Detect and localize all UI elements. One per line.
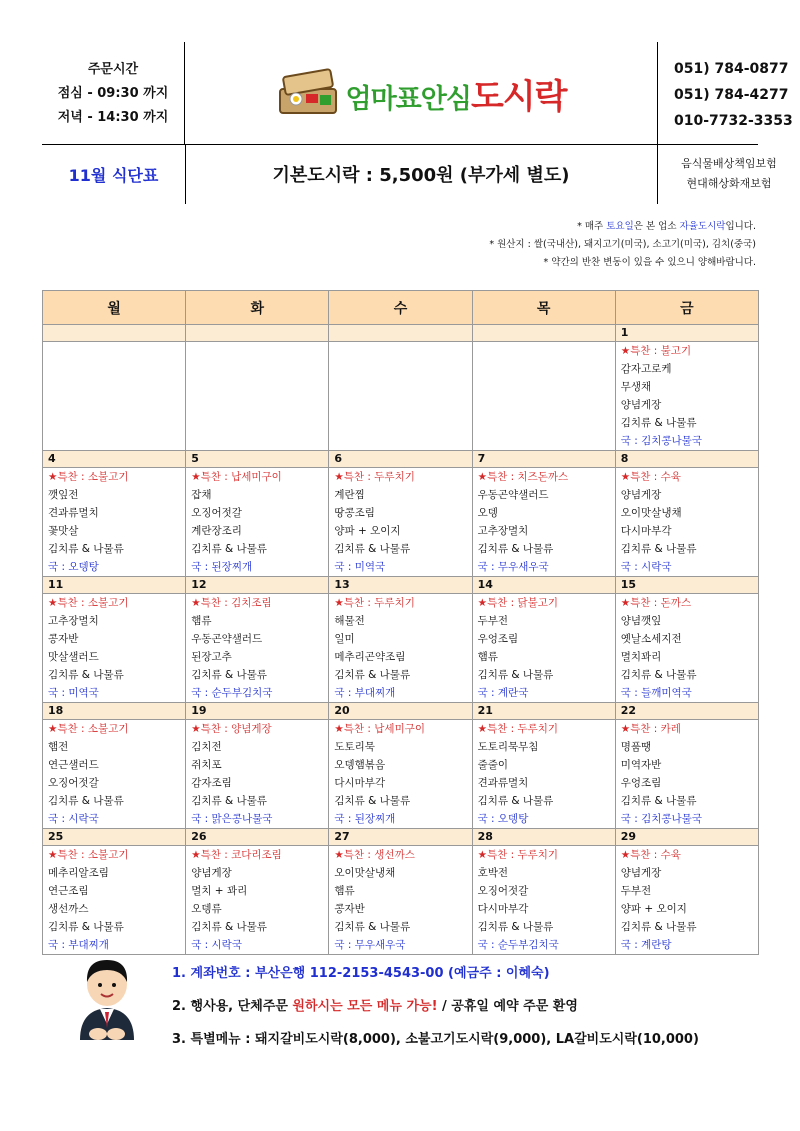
day-tue: 화	[186, 291, 329, 325]
soup-dish: 국 : 부대찌개	[48, 939, 109, 951]
date-cell: 27	[329, 829, 472, 846]
date-cell: 13	[329, 577, 472, 594]
side-dish: 오뎅류	[191, 903, 222, 915]
date-row	[43, 325, 759, 342]
staff-avatar-icon	[72, 952, 142, 1042]
soup-dish: 국 : 시락국	[620, 561, 672, 573]
menu-cell	[329, 846, 472, 955]
date-cell: 26	[186, 829, 329, 846]
special-dish: ★특찬 : 두루치기	[334, 597, 415, 609]
menu-row	[43, 468, 759, 577]
date-cell: 18	[43, 703, 186, 720]
day-fri: 금	[615, 291, 758, 325]
footer-info	[172, 957, 699, 1056]
menu-cell	[186, 468, 329, 577]
menu-row	[43, 594, 759, 703]
side-dish: 멸치 + 꽈리	[191, 885, 248, 897]
day-header-row	[43, 291, 759, 325]
side-dish: 김치류 & 나물류	[191, 921, 267, 933]
menu-table	[42, 290, 759, 955]
side-dish: 김치류 & 나물류	[477, 921, 554, 933]
soup-dish: 국 : 된장찌개	[191, 561, 253, 573]
month-title: 11월 식단표	[42, 144, 186, 204]
date-cell: 25	[43, 829, 186, 846]
side-dish: 호박전	[477, 867, 508, 879]
special-dish: ★특찬 : 치즈돈까스	[477, 471, 569, 483]
side-dish: 오징어젓갈	[191, 507, 242, 519]
side-dish: 콩자반	[334, 903, 365, 915]
date-cell: 11	[43, 577, 186, 594]
side-dish: 햄전	[48, 741, 69, 753]
notes	[489, 218, 756, 272]
menu-cell	[186, 846, 329, 955]
side-dish: 다시마부각	[477, 903, 529, 915]
date-cell	[43, 325, 186, 342]
side-dish: 잡채	[191, 489, 212, 501]
side-dish: 양념깻잎	[620, 615, 662, 627]
special-dish: ★특찬 : 납세미구이	[191, 471, 282, 483]
menu-cell	[615, 468, 758, 577]
hours-title: 주문시간	[87, 62, 139, 77]
soup-dish: 국 : 시락국	[191, 939, 242, 951]
menu-cell	[43, 720, 186, 829]
side-dish: 두부전	[477, 615, 508, 627]
side-dish: 미역자반	[620, 759, 662, 771]
day-thu: 목	[472, 291, 615, 325]
special-dish: ★특찬 : 양념게장	[191, 723, 272, 735]
side-dish: 견과류멸치	[477, 777, 529, 789]
side-dish: 김치류 & 나물류	[48, 795, 124, 807]
bank-account: 1. 계좌번호 : 부산은행 112-2153-4543-00 (예금주 : 이혜숙)	[172, 966, 550, 981]
soup-dish: 국 : 무우새우국	[477, 561, 549, 573]
phone-numbers	[657, 42, 800, 144]
note-saturday: * 매주 토요일은 본 업소 자율도시락입니다.	[577, 221, 756, 232]
side-dish: 콩자반	[48, 633, 79, 645]
menu-cell	[43, 342, 186, 451]
soup-dish: 국 : 미역국	[334, 561, 386, 573]
group-order: 2. 행사용, 단체주문 원하시는 모든 메뉴 가능! / 공휴일 예약 주문 환영	[172, 999, 578, 1014]
note-origin: * 원산지 : 쌀(국내산), 돼지고기(미국), 소고기(미국), 김치(중국)	[489, 239, 756, 250]
menu-cell	[186, 594, 329, 703]
side-dish: 양파 + 오이지	[620, 903, 687, 915]
side-dish: 김치류 & 나물류	[48, 543, 124, 555]
side-dish: 양파 + 오이지	[334, 525, 401, 537]
date-cell: 12	[186, 577, 329, 594]
side-dish: 양념게장	[620, 489, 662, 501]
side-dish: 옛날소세지전	[620, 633, 682, 645]
soup-dish: 국 : 김치콩나물국	[620, 813, 702, 825]
soup-dish: 국 : 순두부김치국	[477, 939, 559, 951]
date-cell: 7	[472, 451, 615, 468]
menu-row	[43, 720, 759, 829]
special-dish: ★특찬 : 카레	[620, 723, 681, 735]
side-dish: 김치류 & 나물류	[334, 921, 411, 933]
special-dish: ★특찬 : 두루치기	[334, 471, 415, 483]
soup-dish: 국 : 오뎅탕	[48, 561, 99, 573]
menu-cell	[472, 846, 615, 955]
special-dish: ★특찬 : 불고기	[620, 345, 692, 357]
order-hours	[42, 42, 185, 144]
side-dish: 된장고추	[191, 651, 232, 663]
side-dish: 김치류 & 나물류	[334, 795, 411, 807]
special-dish: ★특찬 : 김치조림	[191, 597, 272, 609]
brand-name	[346, 69, 567, 118]
side-dish: 깻잎전	[48, 489, 79, 501]
side-dish: 감자고로케	[620, 363, 672, 375]
date-cell: 15	[615, 577, 758, 594]
menu-cell	[186, 720, 329, 829]
side-dish: 연근조림	[48, 885, 89, 897]
menu-cell	[43, 468, 186, 577]
special-dish: ★특찬 : 두루치기	[477, 723, 559, 735]
side-dish: 줄줄이	[477, 759, 508, 771]
soup-dish: 국 : 미역국	[48, 687, 99, 699]
menu-cell	[472, 720, 615, 829]
side-dish: 쥐치포	[191, 759, 222, 771]
date-row	[43, 577, 759, 594]
soup-dish: 국 : 들깨미역국	[620, 687, 692, 699]
side-dish: 김치류 & 나물류	[620, 417, 697, 429]
menu-cell	[472, 342, 615, 451]
side-dish: 김치류 & 나물류	[620, 921, 697, 933]
side-dish: 명품땡	[620, 741, 652, 753]
side-dish: 땅콩조림	[334, 507, 375, 519]
date-row	[43, 829, 759, 846]
side-dish: 연근샐러드	[48, 759, 99, 771]
menu-cell	[615, 846, 758, 955]
side-dish: 메추리알조림	[48, 867, 109, 879]
side-dish: 김치류 & 나물류	[48, 669, 124, 681]
side-dish: 우동곤약샐러드	[191, 633, 263, 645]
side-dish: 김치류 & 나물류	[620, 795, 697, 807]
date-cell: 28	[472, 829, 615, 846]
side-dish: 김치류 & 나물류	[620, 543, 697, 555]
brand-name-red: 도시락	[470, 76, 567, 117]
special-dish: ★특찬 : 소불고기	[48, 849, 129, 861]
side-dish: 김치류 & 나물류	[620, 669, 697, 681]
side-dish: 계란찜	[334, 489, 365, 501]
date-cell: 19	[186, 703, 329, 720]
side-dish: 김치류 & 나물류	[48, 921, 124, 933]
day-mon: 월	[43, 291, 186, 325]
side-dish: 우엉조림	[477, 633, 519, 645]
special-dish: ★특찬 : 납세미구이	[334, 723, 426, 735]
brand-logo	[185, 42, 657, 144]
date-cell: 4	[43, 451, 186, 468]
side-dish: 김치류 & 나물류	[334, 543, 411, 555]
date-cell: 20	[329, 703, 472, 720]
side-dish: 해물전	[334, 615, 365, 627]
side-dish: 멸치꽈리	[620, 651, 662, 663]
menu-cell	[472, 468, 615, 577]
brand-name-green: 엄마표안심	[345, 83, 471, 115]
insurance-line-1: 음식물배상책임보험	[681, 157, 777, 170]
side-dish: 계란장조리	[191, 525, 242, 537]
side-dish: 견과류멸치	[48, 507, 99, 519]
phone-3: 010-7732-3353	[674, 113, 793, 129]
special-dish: ★특찬 : 두루치기	[477, 849, 559, 861]
menu-cell	[329, 594, 472, 703]
special-dish: ★특찬 : 소불고기	[48, 723, 129, 735]
special-dish: ★특찬 : 돈까스	[620, 597, 692, 609]
date-row	[43, 451, 759, 468]
side-dish: 메추리곤약조림	[334, 651, 406, 663]
menu-cell	[43, 846, 186, 955]
date-row	[43, 703, 759, 720]
header	[42, 42, 793, 204]
date-cell: 29	[615, 829, 758, 846]
date-cell: 14	[472, 577, 615, 594]
side-dish: 양념게장	[620, 399, 662, 411]
side-dish: 무생채	[620, 381, 652, 393]
soup-dish: 국 : 무우새우국	[334, 939, 406, 951]
special-dish: ★특찬 : 수육	[620, 849, 681, 861]
insurance-info	[657, 144, 800, 204]
side-dish: 양념게장	[191, 867, 232, 879]
date-cell: 8	[615, 451, 758, 468]
side-dish: 일미	[334, 633, 355, 645]
date-cell: 6	[329, 451, 472, 468]
special-dish: ★특찬 : 코다리조림	[191, 849, 282, 861]
soup-dish: 국 : 부대찌개	[334, 687, 396, 699]
side-dish: 다시마부각	[620, 525, 672, 537]
soup-dish: 국 : 계란탕	[620, 939, 672, 951]
side-dish: 오뎅햄볶음	[334, 759, 386, 771]
special-dish: ★특찬 : 닭불고기	[477, 597, 559, 609]
lunchbox-icon	[276, 67, 340, 119]
date-cell: 5	[186, 451, 329, 468]
date-cell	[472, 325, 615, 342]
date-cell: 1	[615, 325, 758, 342]
phone-2: 051) 784-4277	[674, 87, 789, 103]
menu-row	[43, 342, 759, 451]
menu-cell	[186, 342, 329, 451]
menu-cell	[472, 594, 615, 703]
side-dish: 고추장멸치	[48, 615, 99, 627]
side-dish: 김치류 & 나물류	[334, 669, 411, 681]
side-dish: 고추장멸치	[477, 525, 529, 537]
date-cell: 22	[615, 703, 758, 720]
menu-cell	[329, 468, 472, 577]
side-dish: 김치류 & 나물류	[191, 795, 267, 807]
side-dish: 다시마부각	[334, 777, 386, 789]
price-title: 기본도시락 : 5,500원 (부가세 별도)	[272, 165, 570, 186]
soup-dish: 국 : 된장찌개	[334, 813, 396, 825]
side-dish: 맛살샐러드	[48, 651, 99, 663]
soup-dish: 국 : 오뎅탕	[477, 813, 529, 825]
side-dish: 오징어젓갈	[477, 885, 529, 897]
special-menu: 3. 특별메뉴 : 돼지갈비도시락(8,000), 소불고기도시락(9,000), LA갈비도시락(10,000)	[172, 1032, 699, 1047]
dinner-hours: 저녁 - 14:30 까지	[57, 110, 169, 125]
side-dish: 김치전	[191, 741, 222, 753]
soup-dish: 국 : 시락국	[48, 813, 99, 825]
soup-dish: 국 : 계란국	[477, 687, 529, 699]
side-dish: 김치류 & 나물류	[477, 795, 554, 807]
lunch-hours: 점심 - 09:30 까지	[57, 86, 169, 101]
side-dish: 햄류	[477, 651, 498, 663]
special-dish: ★특찬 : 수육	[620, 471, 681, 483]
side-dish: 김치류 & 나물류	[191, 543, 267, 555]
date-cell	[329, 325, 472, 342]
day-wed: 수	[329, 291, 472, 325]
side-dish: 오징어젓갈	[48, 777, 99, 789]
side-dish: 오이맛살냉채	[620, 507, 682, 519]
side-dish: 생선까스	[48, 903, 89, 915]
side-dish: 도토리묵무침	[477, 741, 539, 753]
side-dish: 양념게장	[620, 867, 662, 879]
side-dish: 두부전	[620, 885, 652, 897]
date-cell: 21	[472, 703, 615, 720]
side-dish: 도토리묵	[334, 741, 375, 753]
side-dish: 오뎅	[477, 507, 498, 519]
side-dish: 햄류	[334, 885, 355, 897]
side-dish: 우엉조림	[620, 777, 662, 789]
special-dish: ★특찬 : 소불고기	[48, 597, 129, 609]
side-dish: 우동곤약샐러드	[477, 489, 549, 501]
menu-cell	[615, 342, 758, 451]
soup-dish: 국 : 순두부김치국	[191, 687, 273, 699]
soup-dish: 국 : 김치콩나물국	[620, 435, 702, 447]
note-changes: * 약간의 반찬 변동이 있을 수 있으니 양해바랍니다.	[543, 257, 756, 268]
soup-dish: 국 : 맑은콩나물국	[191, 813, 273, 825]
menu-cell	[615, 720, 758, 829]
side-dish: 김치류 & 나물류	[477, 669, 554, 681]
special-dish: ★특찬 : 생선까스	[334, 849, 415, 861]
date-cell	[186, 325, 329, 342]
menu-cell	[329, 720, 472, 829]
side-dish: 김치류 & 나물류	[477, 543, 554, 555]
side-dish: 김치류 & 나물류	[191, 669, 267, 681]
side-dish: 꽃맛살	[48, 525, 79, 537]
side-dish: 오이맛살냉채	[334, 867, 396, 879]
side-dish: 햄류	[191, 615, 212, 627]
phone-1: 051) 784-0877	[674, 61, 789, 77]
menu-cell	[615, 594, 758, 703]
insurance-line-2: 현대해상화재보험	[686, 177, 772, 190]
side-dish: 감자조림	[191, 777, 232, 789]
special-dish: ★특찬 : 소불고기	[48, 471, 129, 483]
menu-cell	[329, 342, 472, 451]
menu-cell	[43, 594, 186, 703]
menu-row	[43, 846, 759, 955]
